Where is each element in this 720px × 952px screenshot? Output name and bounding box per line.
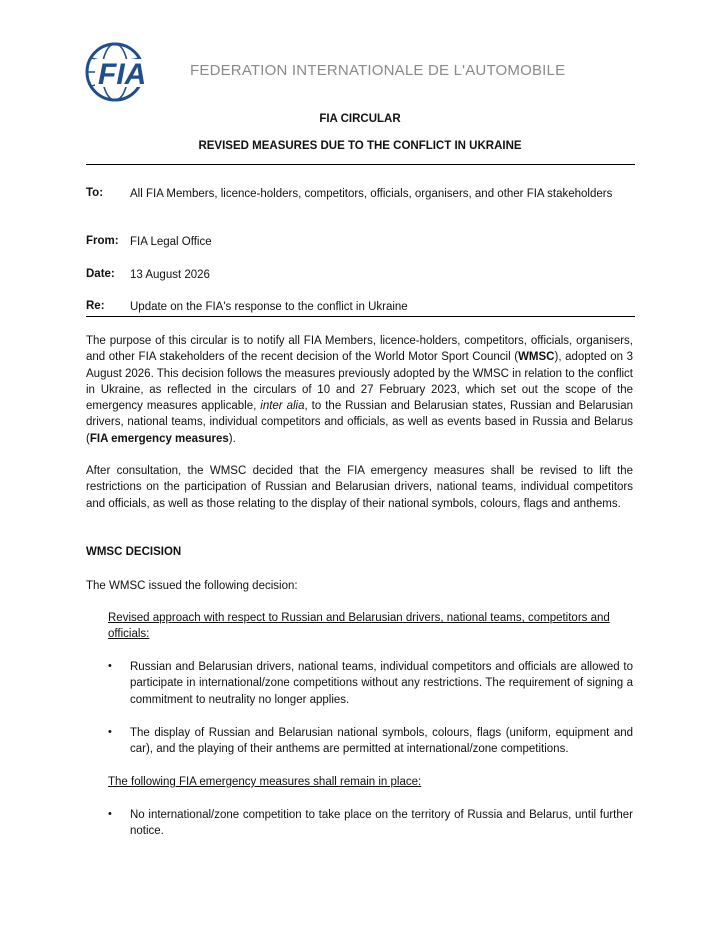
- revised-approach-subheading: Revised approach with respect to Russian and Belarusian drivers, national teams, competitors and officials:: [108, 612, 610, 640]
- from-label: From:: [86, 235, 119, 247]
- purpose-paragraph: [86, 333, 633, 447]
- bullet-3-marker: •: [108, 808, 112, 820]
- inter-alia-term: inter alia: [260, 400, 305, 413]
- purpose-text-3: , to the Russian and Belarusian states, Russian and Belarusian drivers, national teams, individual competitors and officials, as well as events based in Russia and Belarus (: [86, 400, 634, 445]
- fia-logo: [85, 42, 169, 102]
- date-label: Date:: [86, 268, 115, 280]
- header-divider: [86, 164, 635, 165]
- wmsc-abbreviation: WMSC: [518, 351, 555, 364]
- fia-emergency-measures-term: FIA emergency measures: [89, 432, 229, 445]
- remaining-measures-subheading: The following FIA emergency measures shall remain in place:: [108, 776, 422, 788]
- re-value: Update on the FIA's response to the conflict in Ukraine: [130, 301, 408, 313]
- logo-wordmark: FIA: [98, 58, 147, 91]
- bullet-1-marker: •: [108, 660, 112, 672]
- document-subject-title: REVISED MEASURES DUE TO THE CONFLICT IN UKRAINE: [198, 140, 522, 152]
- purpose-text-4: ).: [228, 432, 236, 445]
- wmsc-decision-heading: WMSC DECISION: [86, 546, 182, 558]
- fields-divider: [86, 316, 635, 317]
- to-label: To:: [86, 187, 104, 199]
- re-label: Re:: [86, 300, 105, 312]
- decision-intro: The WMSC issued the following decision:: [86, 580, 298, 592]
- purpose-text-1: The purpose of this circular is to notify all FIA Members, licence-holders, competitors, officials, organisers, and other FIA stakeholders of the recent decision of the World Motor Sport Council (: [86, 335, 633, 364]
- purpose-text-2: ), adopted on 3 August 2026. This decision follows the measures previously adopted by the WMSC in relation to the conflict in Ukraine, as reflected in the circulars of 10 and 27 February 2023, which set out the scope of the emergency measures applicable,: [86, 351, 633, 413]
- to-value: All FIA Members, licence-holders, competitors, officials, organisers, and other FIA stakeholders: [130, 188, 613, 200]
- bullet-2-marker: •: [108, 726, 112, 738]
- bullet-1-text: Russian and Belarusian drivers, national teams, individual competitors and officials are allowed to participate in international/zone competitions without any restrictions. The requirement of signing a commitment to neutrality no longer applies.: [130, 661, 633, 706]
- document-type-title: FIA CIRCULAR: [319, 113, 401, 125]
- date-value: 13 August 2026: [130, 269, 210, 281]
- bullet-3-text: No international/zone competition to take place on the territory of Russia and Belarus, until further notice.: [130, 809, 633, 838]
- bullet-2-text: The display of Russian and Belarusian national symbols, colours, flags (uniform, equipment and car), and the playing of their anthems are permitted at international/zone competitions.: [130, 727, 633, 756]
- from-value: FIA Legal Office: [130, 236, 212, 248]
- consultation-paragraph: After consultation, the WMSC decided that the FIA emergency measures shall be revised to lift the restrictions on the participation of Russian and Belarusian drivers, national teams, individual competitors and officials, as well as those relating to the display of their national symbols, colours, flags and anthems.: [86, 465, 633, 510]
- organisation-name: FEDERATION INTERNATIONALE DE L'AUTOMOBILE: [190, 62, 566, 79]
